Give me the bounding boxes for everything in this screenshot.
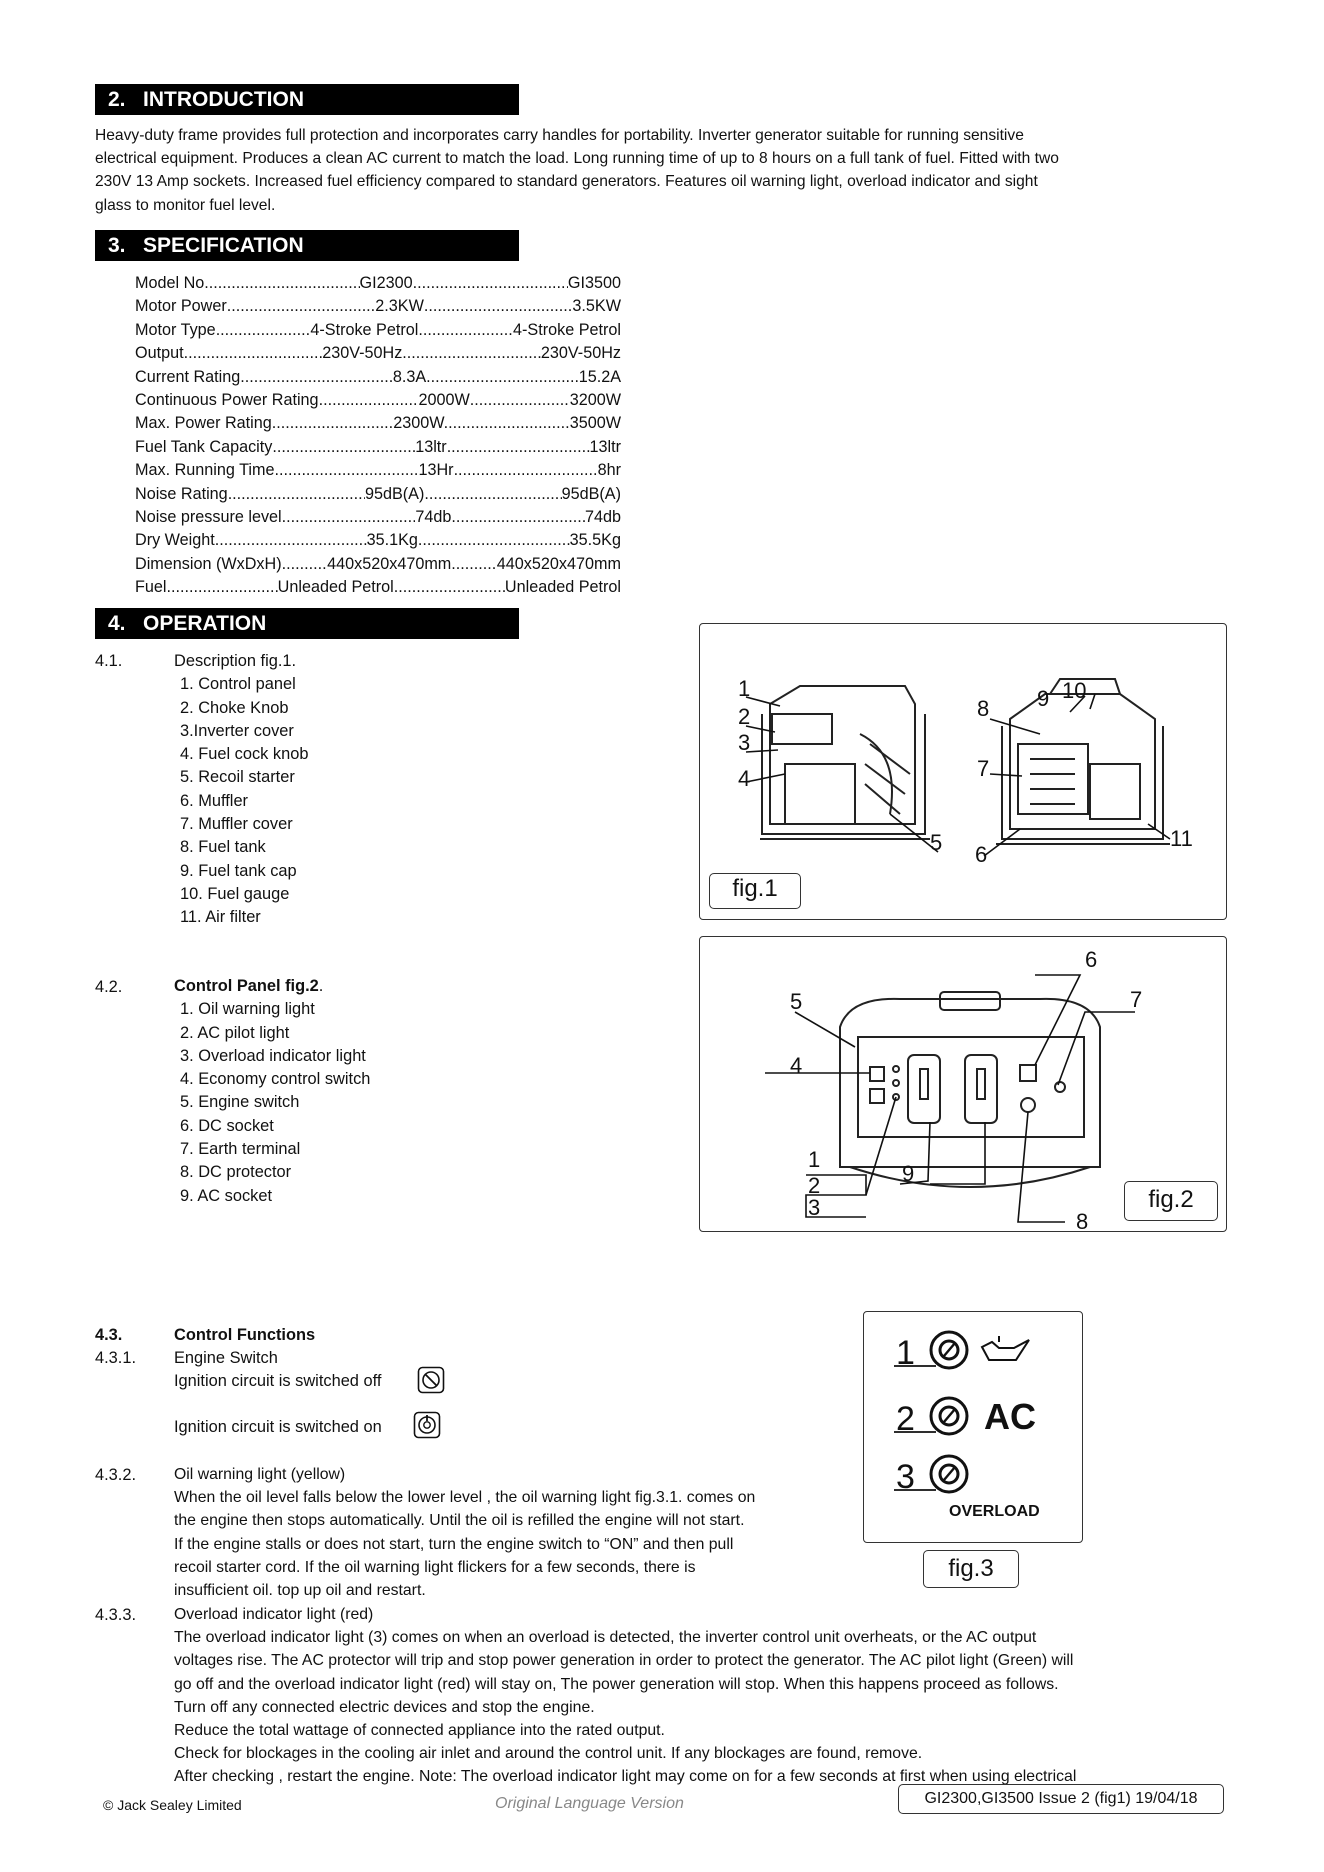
section-number: 4.3.2.	[95, 1466, 137, 1484]
spec-value-gi2300: 35.1Kg	[366, 531, 418, 550]
spec-label: Fuel	[135, 578, 167, 597]
spec-row	[135, 412, 621, 435]
spec-value-gi3500: 4-Stroke Petrol	[513, 320, 621, 339]
paragraph-line: Oil warning light (yellow)	[174, 1466, 346, 1483]
spec-value-gi3500: 3.5KW	[572, 297, 621, 316]
spec-value-gi3500: 8hr	[597, 461, 621, 480]
fig1-callout: 10	[1062, 678, 1087, 703]
fig1-label: fig.1	[709, 873, 801, 909]
spec-value-gi2300: 13Hr	[418, 461, 454, 480]
control-panel-list	[174, 975, 370, 1208]
footer-issue-box: GI2300,GI3500 Issue 2 (fig1) 19/04/18	[898, 1784, 1224, 1814]
spec-value-gi3500: Unleaded Petrol	[504, 578, 621, 597]
paragraph-line: The overload indicator light (3) comes on when an overload is detected, the inverter control unit overheats, or the AC output	[174, 1629, 1037, 1647]
spec-label: Max. Running Time	[135, 461, 275, 480]
spec-label: Dimension (WxDxH)	[135, 554, 282, 573]
fig1-callout: 1	[738, 676, 751, 701]
spec-value-gi3500: 3200W	[569, 391, 621, 409]
spec-value-gi2300: 95dB(A)	[364, 484, 425, 503]
figure-2	[699, 936, 1227, 1232]
description-list	[174, 650, 308, 930]
list-item: 9. AC socket	[180, 1186, 273, 1205]
list-item: 2. Choke Knob	[180, 698, 289, 717]
section-number: 4.2.	[95, 978, 123, 996]
fig2-callout: 5	[790, 989, 803, 1014]
paragraph-line: Check for blockages in the cooling air inlet and around the control unit. If any blockages are found, remove.	[174, 1745, 923, 1763]
list-item: 6. Muffler	[180, 791, 249, 810]
figure-1	[699, 623, 1227, 920]
spec-label: Max. Power Rating	[135, 414, 272, 433]
spec-label: Noise pressure level	[135, 508, 282, 526]
list-item: 5. Engine switch	[180, 1093, 300, 1112]
spec-row	[135, 319, 621, 342]
section-number: 4.3.3.	[95, 1606, 137, 1624]
list-item: 3.Inverter cover	[180, 721, 294, 740]
specification-heading: 3. SPECIFICATION	[95, 230, 519, 261]
paragraph-line: After checking , restart the engine. Note: The overload indicator light may come on for a few seconds at first when using electrical	[174, 1768, 1077, 1786]
fig3-ac-label: AC	[984, 1396, 1036, 1437]
intro-line: 230V 13 Amp sockets. Increased fuel efficiency compared to standard generators. Features oil warning light, overload indicator and sight	[95, 173, 1038, 191]
list-item: 6. DC socket	[180, 1116, 274, 1135]
fig1-callout: 7	[977, 756, 990, 781]
introduction-heading: 2. INTRODUCTION	[95, 84, 519, 115]
spec-row	[135, 459, 621, 482]
fig1-callout: 5	[930, 830, 943, 855]
paragraph-line: When the oil level falls below the lower level , the oil warning light fig.3.1. comes on	[174, 1489, 756, 1507]
list-item: 11. Air filter	[180, 908, 261, 927]
spec-row	[135, 389, 621, 412]
spec-value-gi2300: 74db	[415, 508, 452, 526]
paragraph-line: Reduce the total wattage of connected appliance into the rated output.	[174, 1722, 665, 1740]
overload-text	[174, 1603, 1254, 1789]
control-functions-title: Control Functions	[174, 1326, 316, 1344]
paragraph-line: go off and the overload indicator light (red) will stay on, The power generation will stop. When this happens proceed as follows.	[174, 1675, 1059, 1693]
list-title: Description fig.1.	[174, 652, 297, 670]
list-item: 4. Fuel cock knob	[180, 745, 309, 764]
spec-label: Model No	[135, 274, 205, 292]
fig2-callout: 9	[902, 1161, 915, 1186]
spec-value-gi2300: GI2300	[359, 274, 413, 292]
figure-3	[863, 1311, 1083, 1543]
ignition-on-icon	[413, 1411, 441, 1439]
oil-can-icon	[982, 1336, 1029, 1360]
footer-copyright: © Jack Sealey Limited	[103, 1797, 242, 1813]
fig2-callout: 6	[1085, 947, 1098, 972]
spec-value-gi3500: 440x520x470mm	[496, 554, 621, 573]
list-title-end: .	[318, 977, 324, 995]
spec-value-gi2300: 8.3A	[392, 367, 427, 386]
spec-value-gi2300: 2000W	[418, 391, 470, 409]
spec-value-gi2300: 440x520x470mm	[327, 554, 452, 573]
fig3-number: 1	[896, 1334, 915, 1372]
spec-value-gi2300: 13ltr	[415, 437, 447, 456]
paragraph-line: Turn off any connected electric devices and stop the engine.	[174, 1698, 595, 1716]
footer-language: Original Language Version	[495, 1795, 684, 1812]
section-number: 4.3.	[95, 1326, 123, 1344]
fig1-callout: 11	[1170, 826, 1193, 851]
list-item: 5. Recoil starter	[180, 768, 295, 787]
spec-row	[135, 553, 621, 576]
paragraph-line: If the engine stalls or does not start, turn the engine switch to “ON” and then pull	[174, 1535, 734, 1553]
spec-value-gi2300: 230V-50Hz	[322, 344, 403, 363]
fig1-callout: 6	[975, 842, 988, 867]
spec-value-gi2300: 2.3KW	[375, 297, 424, 316]
spec-label: Dry Weight	[135, 531, 215, 550]
list-item: 7. Muffler cover	[180, 815, 293, 834]
ignition-on-text: Ignition circuit is switched on	[174, 1418, 382, 1436]
paragraph-line: recoil starter cord. If the oil warning light flickers for a few seconds, there is	[174, 1558, 696, 1576]
fig2-callout: 3	[808, 1195, 821, 1220]
fig1-callout: 4	[738, 766, 751, 791]
list-item: 3. Overload indicator light	[180, 1046, 366, 1065]
spec-row	[135, 483, 621, 506]
list-item: 8. Fuel tank	[180, 838, 266, 857]
section-number: 4.3.1.	[95, 1349, 137, 1367]
spec-row	[135, 366, 621, 389]
section-number: 4.1.	[95, 652, 123, 670]
paragraph-line: insufficient oil. top up oil and restart.	[174, 1582, 426, 1600]
fig3-number: 2	[896, 1400, 915, 1438]
list-item: 8. DC protector	[180, 1163, 292, 1182]
fig1-callout: 2	[738, 704, 751, 729]
spec-label: Motor Power	[135, 297, 227, 316]
spec-value-gi3500: 13ltr	[589, 437, 621, 456]
fig2-callout: 4	[790, 1053, 803, 1078]
list-item: 9. Fuel tank cap	[180, 861, 297, 880]
spec-label: Continuous Power Rating	[135, 391, 319, 409]
spec-row	[135, 342, 621, 365]
indicator-lights-illustration	[864, 1312, 1084, 1544]
spec-label: Noise Rating	[135, 484, 228, 503]
list-item: 4. Economy control switch	[180, 1070, 371, 1089]
fig1-callout: 3	[738, 730, 751, 755]
intro-line: glass to monitor fuel level.	[95, 196, 276, 214]
fig3-label: fig.3	[923, 1550, 1019, 1588]
list-item: 7. Earth terminal	[180, 1140, 301, 1159]
fig2-label: fig.2	[1124, 1181, 1218, 1221]
spec-value-gi2300: 4-Stroke Petrol	[310, 320, 419, 339]
intro-line: Heavy-duty frame provides full protection and incorporates carry handles for portability. Inverter generator suitable for running sensitive	[95, 127, 1024, 144]
spec-row	[135, 529, 621, 552]
spec-value-gi2300: Unleaded Petrol	[277, 578, 394, 597]
operation-heading: 4. OPERATION	[95, 608, 519, 639]
spec-value-gi2300: 2300W.	[393, 414, 449, 433]
ignition-off-icon	[417, 1366, 445, 1394]
fig1-callout: 9	[1037, 686, 1050, 711]
list-item: 1. Oil warning light	[180, 1000, 315, 1019]
spec-value-gi3500: 230V-50Hz	[540, 344, 621, 363]
spec-row	[135, 295, 621, 318]
fig2-callout: 8	[1076, 1209, 1089, 1233]
spec-value-gi3500: GI3500	[567, 274, 621, 292]
paragraph-line: voltages rise. The AC protector will trip and stop power generation in order to protect the generator. The AC pilot light (Green) will	[174, 1652, 1074, 1670]
fig3-number: 3	[896, 1458, 915, 1496]
intro-line: electrical equipment. Produces a clean AC current to match the load. Long running time of up to 8 hours on a full tank of fuel. Fitted with two	[95, 150, 1059, 168]
spec-row	[135, 272, 621, 295]
spec-row	[135, 436, 621, 459]
spec-label: Output	[135, 344, 184, 363]
list-title	[174, 975, 370, 998]
spec-value-gi3500: 35.5Kg	[569, 531, 621, 550]
fig2-callout: 7	[1130, 987, 1143, 1012]
fig3-overload-label: OVERLOAD	[949, 1503, 1040, 1520]
spec-label: Current Rating	[135, 367, 241, 386]
paragraph-line: Overload indicator light (red)	[174, 1606, 374, 1623]
spec-value-gi3500: 15.2A	[578, 367, 621, 386]
introduction-text	[95, 124, 1235, 217]
spec-label: Motor Type	[135, 320, 216, 339]
spec-row	[135, 576, 621, 599]
paragraph-line: the engine then stops automatically. Until the oil is refilled the engine will not start.	[174, 1512, 745, 1530]
spec-row	[135, 506, 621, 529]
spec-value-gi3500: 3500W	[569, 414, 621, 433]
fig1-callout: 8	[977, 696, 990, 721]
list-item: 10. Fuel gauge	[180, 884, 290, 903]
list-title-bold: Control Panel fig.2	[174, 977, 319, 995]
fig2-callout: 2	[808, 1173, 821, 1198]
engine-switch-title: Engine Switch	[174, 1349, 278, 1367]
oil-warning-text	[174, 1463, 854, 1602]
spec-label: Fuel Tank Capacity	[135, 437, 273, 456]
ignition-off-text: Ignition circuit is switched off	[174, 1372, 382, 1390]
fig2-callout: 1	[808, 1147, 821, 1172]
list-item: 2. AC pilot light	[180, 1023, 290, 1042]
spec-value-gi3500: 74db	[584, 508, 621, 526]
spec-value-gi3500: 95dB(A)	[561, 484, 621, 503]
list-item: 1. Control panel	[180, 675, 296, 694]
